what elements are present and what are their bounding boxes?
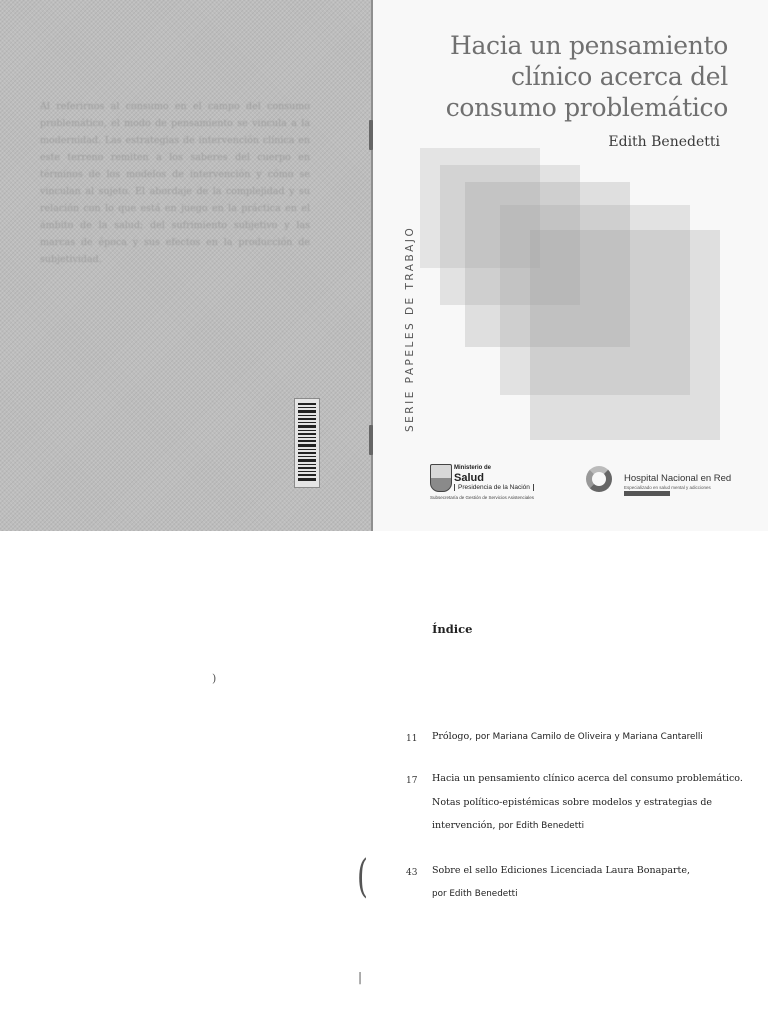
cover-decoration-square — [530, 230, 720, 440]
barcode — [294, 398, 320, 488]
index-entry-line — [432, 820, 584, 831]
entry-title: intervención, — [432, 820, 499, 831]
entry-author: por Mariana Camilo de Oliveira y Mariana Cantarelli — [475, 732, 703, 742]
book-title-line: Hacia un pensamiento — [449, 31, 728, 60]
book-author: Edith Benedetti — [608, 134, 720, 150]
entry-title: Prólogo, — [432, 731, 476, 742]
logo-text: Presidencia de la Nación — [454, 484, 534, 491]
index-entry-line — [432, 797, 712, 808]
logo-text: Ministerio de — [454, 465, 492, 471]
index-entry-line — [432, 888, 518, 899]
back-cover-blurb: Al referirnos al consumo en el campo del consumo problemático, el modo de pensamiento se vincula a la modernidad. Las estrategias de intervención clínica en este terreno remiten a los saberes del cuerpo en términos de los modelos de intervención y cómo se vinculan al sujeto. El abordaje de la complejidad y su relación con lo que está en juego en la práctica en el ámbito de la salud; del sufrimiento subjetivo y las marcas de época y sus efectos en la producción de subjetividad. — [40, 101, 310, 265]
ministerio-salud-logo — [430, 463, 540, 503]
book-title — [398, 30, 728, 123]
index-title: Índice — [432, 622, 473, 636]
index-entry-line — [432, 865, 690, 876]
entry-page-number: 17 — [406, 776, 418, 786]
entry-page-number: 43 — [406, 868, 418, 878]
coat-of-arms-icon — [430, 464, 452, 492]
ring-logo-icon — [586, 466, 612, 492]
back-cover — [0, 0, 372, 531]
entry-title: Notas político-epistémicas sobre modelos y estrategias de — [432, 797, 713, 808]
index-entry-line — [432, 773, 743, 784]
logo-subtext: Especializado en salud mental y adicciones — [624, 485, 711, 490]
entry-author: por Edith Benedetti — [432, 889, 518, 899]
entry-author: por Edith Benedetti — [498, 821, 585, 831]
entry-title: Hacia un pensamiento clínico acerca del consumo problemático. — [432, 773, 743, 784]
logo-subtext: Subsecretaría de Gestión de Servicios Asistenciales — [430, 495, 535, 500]
logo-tag — [624, 491, 670, 496]
book-title-line: consumo problemático — [445, 93, 728, 122]
entry-page-number: 11 — [406, 734, 418, 744]
scan-mark: ( — [357, 850, 368, 903]
scan-mark: ) — [212, 672, 217, 685]
logo-text: Hospital Nacional en Red — [624, 473, 732, 484]
book-title-line: clínico acerca del — [511, 62, 728, 91]
series-name: SERIE PAPELES DE TRABAJO — [404, 225, 416, 432]
hospital-logo — [586, 466, 736, 502]
logo-text: Salud — [454, 472, 484, 484]
index-entry-line — [432, 731, 703, 742]
scan-mark: | — [358, 970, 363, 984]
entry-title: Sobre el sello Ediciones Licenciada Laura Bonaparte, — [432, 865, 690, 876]
